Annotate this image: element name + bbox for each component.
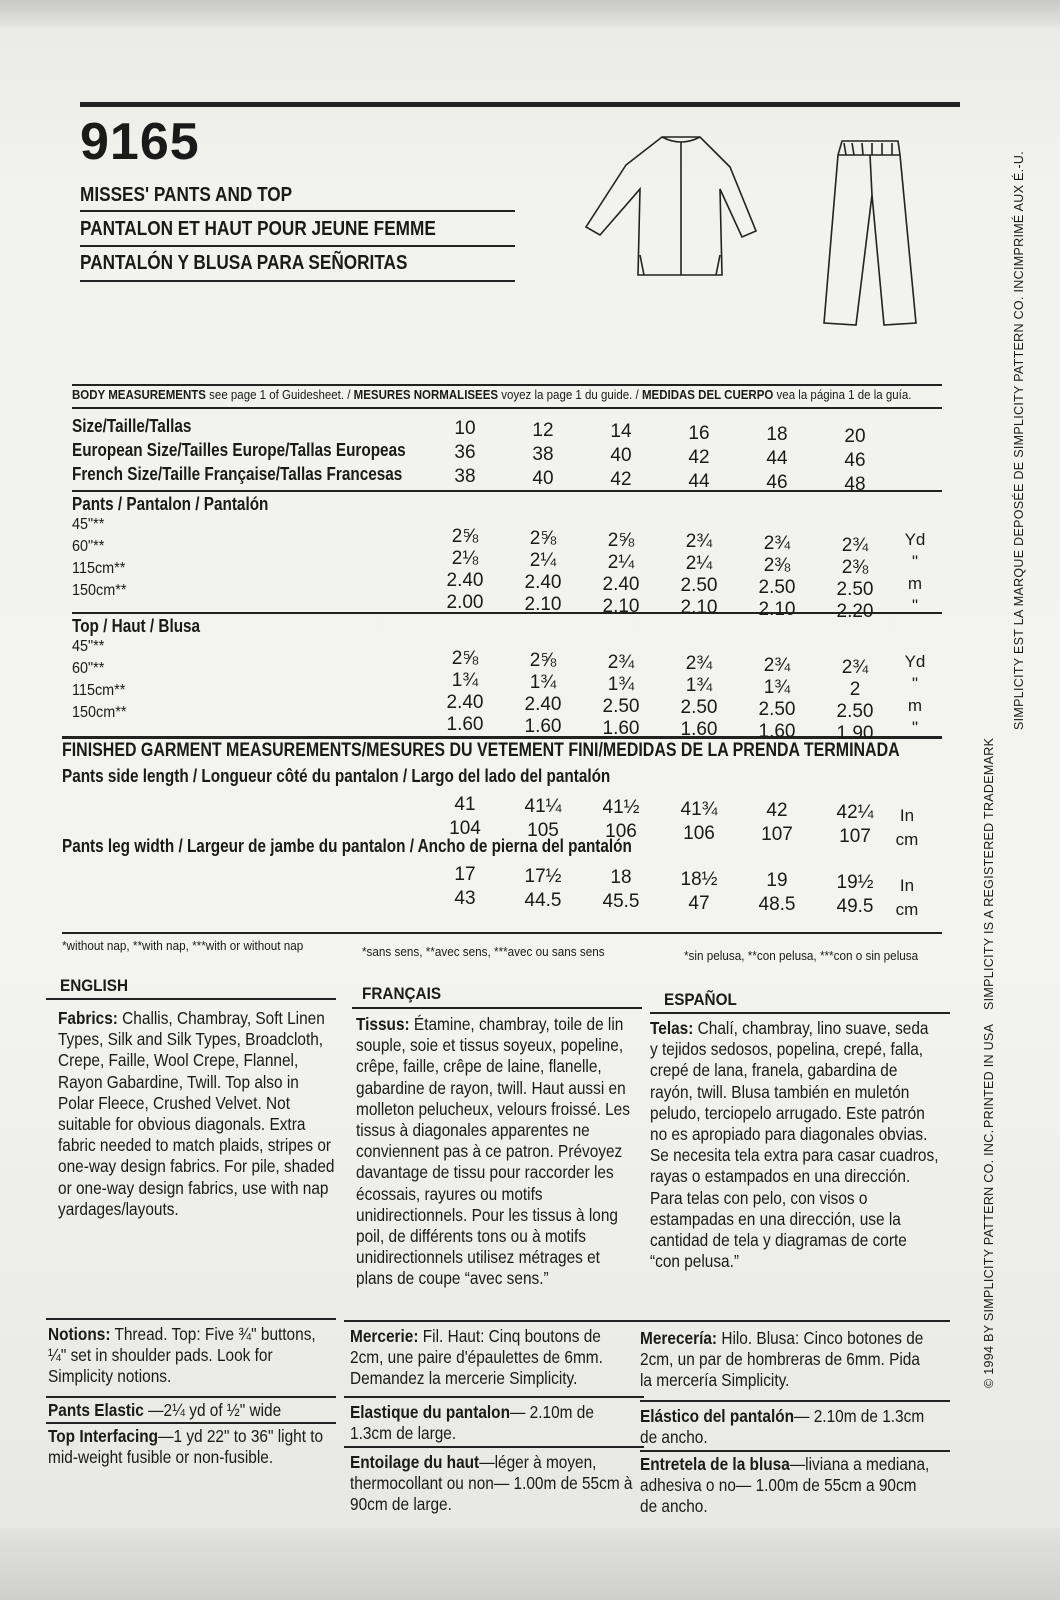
section-rule [640, 1400, 950, 1402]
sizes-size-cell: 16 [688, 422, 710, 444]
finished-measure-cell: 47 [688, 892, 710, 914]
pants-yardage-cell: 2.00 [446, 592, 484, 613]
pants-fabric-width-label: 150cm** [72, 582, 127, 599]
top-yardage-cell: 2.40 [446, 692, 484, 713]
european-size-cell: 38 [532, 443, 554, 465]
side-printed: PRINTED IN USA [982, 1023, 996, 1128]
top-yardage-cell: 1¾ [607, 673, 635, 695]
finished-measure-cell: 41½ [602, 797, 640, 818]
finished-measure-cell: 107 [761, 824, 793, 845]
pants-yardage-cell: 2⅜ [841, 557, 869, 578]
pants-yardage-cell: 2.50 [680, 575, 718, 597]
heading-francais: FRANÇAIS [362, 984, 442, 1003]
top-unit-cell: " [911, 674, 919, 693]
nap-note-spanish: *sin pelusa, **con pelusa, ***con o sin pelusa [684, 948, 919, 963]
pants-yardage-cell: 2.50 [758, 577, 796, 599]
finished-unit-cell: cm [895, 830, 919, 849]
finished-measure-cell: 48.5 [758, 894, 796, 915]
pants-yardage-cell: 2.10 [758, 599, 796, 621]
pants-fabric-width-label: 115cm** [72, 560, 126, 577]
top-yardage-cell: 1.90 [836, 723, 874, 744]
english-elastic-text: —2¼ yd of ½" wide [143, 1400, 282, 1420]
sizes-size-cell: 10 [454, 418, 476, 439]
finished-measure-cell: 17 [454, 864, 476, 885]
side-copyright: © 1994 BY SIMPLICITY PATTERN CO. INC. [982, 1129, 996, 1388]
finished-measure-cell: 41 [454, 794, 476, 815]
top-yardage-cell: 2¾ [763, 655, 791, 677]
heading-rule [46, 998, 336, 1000]
english-fabrics-text: Challis, Chambray, Soft Linen Types, Silk and Silk Types, Broadcloth, Crepe, Faille, Wool Crepe, Flannel, Rayon Gabardine, Twill. Top also in Polar Fleece, Crushed Velvet. Not suitable for obvious diagonals. Extra fabric needed to match plaids, stripes or one-way design fabrics. For pile, shaded or one-way design fabrics, use with nap yardages/layouts. [58, 1008, 335, 1219]
finished-unit-cell: In [899, 876, 915, 895]
top-fabric-width-label: 60"** [72, 660, 105, 677]
top-label: Top / Haut / Blusa [72, 616, 201, 636]
header-fr-bold: MESURES NORMALISEES [353, 388, 499, 402]
header-en-rest: see page 1 of Guidesheet. / [205, 388, 354, 402]
top-yardage-cell: 1¾ [763, 677, 791, 699]
section-rule [640, 1320, 950, 1322]
spanish-elastic-text: — 2.10m de 1.3cm de ancho. [640, 1406, 925, 1448]
finished-measure-cell: 41¼ [524, 795, 562, 817]
side-length-label: Pants side length / Longueur côté du pantalon / Largo del lado del pantalón [62, 766, 611, 786]
pants-sketch-icon [824, 141, 916, 325]
french-fabrics-text: Étamine, chambray, toile de lin souple, soie et tissus soyeux, popeline, crêpe, faille, crêpe de laine, flanelle, gabardine de rayon, twill. Haut aussi en molleton pelucheux, velours froissé. Les tissus à diagonales apparentes ne conviennent pas à ce patron. Prévoyez davantage de tissu pour raccorder les écossais, rayures ou motifs unidirectionnels. Pour les tissus à long poil, de différents tons ou à motifs unidirectionnels utilisez métrages et plans de coupe “avec sens.” [356, 1014, 630, 1289]
french-elastic [350, 1402, 637, 1444]
top-yardage-cell: 1.60 [680, 719, 718, 741]
header-en-bold: BODY MEASUREMENTS [72, 388, 206, 402]
finished-measure-cell: 43 [454, 888, 476, 909]
garment-sketches [580, 125, 940, 345]
french-size-cell: 38 [454, 466, 476, 487]
measurements-header-rule [72, 407, 942, 409]
pattern-number: 9165 [80, 113, 200, 171]
pants-yardage-cell: 2⅜ [763, 555, 791, 577]
heading-rule [352, 1007, 642, 1009]
pants-yardage-cell: 2⅝ [529, 527, 557, 549]
envelope-bottom-edge [0, 1528, 1060, 1600]
french-notions [350, 1326, 637, 1390]
measurements-top-rule [72, 384, 942, 386]
french-interfacing-label: Entoilage du haut [350, 1452, 480, 1472]
section-rule [46, 1318, 336, 1320]
title-underline [80, 280, 515, 282]
french-size-cell: 40 [532, 467, 554, 489]
top-fabric-width-label: 150cm** [72, 704, 127, 721]
top-yardage-cell: 2.40 [524, 693, 562, 715]
french-notions-text: Fil. Haut: Cinq boutons de 2cm, une paire d'épaulettes de 6mm. Demandez la mercerie Simplicity. [350, 1326, 603, 1389]
spanish-interfacing [640, 1454, 930, 1518]
top-rule [80, 102, 960, 107]
pants-yardage-cell: 2⅝ [607, 529, 635, 551]
pants-fabric-width-label: 45"** [72, 516, 105, 533]
pants-unit-cell: m [907, 574, 923, 593]
european-size-cell: 46 [844, 449, 866, 471]
top-yardage-cell: 1.60 [758, 721, 796, 743]
pants-yardage-cell: 2¼ [607, 551, 635, 573]
english-interfacing [48, 1426, 328, 1468]
title-spanish: PANTALÓN Y BLUSA PARA SEÑORITAS [80, 252, 408, 274]
title-underline [80, 245, 515, 247]
spanish-interfacing-text: —liviana a mediana, adhesiva o no— 1.00m de 55cm a 90cm de ancho. [640, 1454, 930, 1517]
finished-unit-cell: cm [895, 900, 919, 919]
english-interfacing-text: —1 yd 22" to 36" light to mid-weight fusible or non-fusible. [48, 1426, 324, 1468]
top-unit-cell: " [911, 718, 919, 737]
pants-yardage-cell: 2.40 [446, 570, 484, 591]
top-fabric-width-label: 45"** [72, 638, 105, 655]
finished-measure-cell: 41¾ [680, 798, 718, 820]
pants-yardage-cell: 2.10 [602, 595, 640, 617]
top-yardage-cell: 1¾ [451, 670, 479, 691]
sizes-size-cell: 14 [610, 421, 632, 442]
spanish-fabrics [650, 1018, 940, 1272]
finished-measure-cell: 17½ [524, 865, 562, 887]
size-label: Size/Taille/Tallas [72, 416, 192, 436]
finished-measure-cell: 104 [449, 818, 481, 839]
finished-measure-cell: 42¼ [836, 801, 874, 823]
spanish-fabrics-label: Telas: [650, 1018, 694, 1038]
top-yardage-cell: 2¾ [607, 651, 635, 673]
header-fr-rest: voyez la page 1 du guide. / [498, 388, 642, 402]
pants-unit-cell: Yd [904, 530, 926, 549]
finished-measure-cell: 106 [605, 821, 637, 842]
finished-measure-cell: 107 [839, 825, 871, 847]
pants-yardage-cell: 2¾ [685, 531, 713, 553]
finished-measure-cell: 19½ [836, 871, 874, 893]
top-yardage-cell: 1.60 [446, 714, 484, 735]
section-rule [640, 1450, 950, 1452]
top-yardage-cell: 2¾ [841, 657, 869, 678]
top-sketch-icon [586, 137, 756, 275]
european-size-cell: 36 [454, 442, 476, 463]
pants-yardage-cell: 2¼ [529, 549, 557, 571]
pants-yardage-cell: 2.10 [680, 597, 718, 619]
french-size-cell: 48 [844, 473, 866, 495]
pants-fabric-width-label: 60"** [72, 538, 105, 555]
sizes-size-cell: 20 [844, 425, 866, 447]
spanish-elastic [640, 1406, 930, 1448]
english-fabrics [58, 1008, 338, 1220]
spanish-notions-label: Merecería: [640, 1328, 718, 1348]
spanish-elastic-label: Elástico del pantalón [640, 1406, 795, 1426]
finished-measure-cell: 44.5 [524, 889, 562, 911]
top-yardage-cell: 2 [849, 679, 861, 700]
spanish-interfacing-label: Entretela de la blusa [640, 1454, 790, 1474]
section-rule [46, 1422, 336, 1424]
leg-width-label: Pants leg width / Largeur de jambe du pantalon / Ancho de pierna del pantalón [62, 836, 632, 856]
spanish-notions [640, 1328, 930, 1392]
body-measurements-header [72, 388, 911, 402]
english-interfacing-label: Top Interfacing [48, 1426, 159, 1446]
section-rule [46, 1396, 336, 1398]
spanish-fabrics-text: Chalí, chambray, lino suave, seda y tejidos sedosos, popelina, crepé, falla, crepé de lana, franela, gabardina de rayón, twill. Blusa también en muletón peludo, terciopelo arrugado. Este patrón no es apropiado para diagonales obvias. Se necesita tela extra para casar cuadros, rayas o estampados en una dirección. Para telas con pelo, con visos o estampadas en una dirección, use la cantidad de tela y diagramas de corte “con pelusa.” [650, 1018, 939, 1272]
top-yardage-cell: 2.50 [680, 697, 718, 719]
pants-yardage-cell: 2.40 [602, 573, 640, 595]
french-fabrics-label: Tissus: [356, 1014, 410, 1034]
header-es-bold: MEDIDAS DEL CUERPO [641, 388, 774, 402]
finished-measure-cell: 19 [766, 870, 788, 891]
pants-yardage-cell: 2.40 [524, 571, 562, 593]
pants-unit-cell: " [911, 596, 919, 615]
european-size-cell: 40 [610, 445, 632, 466]
top-yardage-cell: 2⅝ [529, 649, 557, 671]
pants-yardage-cell: 2¾ [841, 535, 869, 556]
top-yardage-cell: 1¾ [685, 675, 713, 697]
pants-label: Pants / Pantalon / Pantalón [72, 494, 269, 514]
top-yardage-cell: 1.60 [524, 715, 562, 737]
sizes-size-cell: 12 [532, 419, 554, 441]
french-elastic-label: Elastique du pantalon [350, 1402, 511, 1422]
english-notions-label: Notions: [48, 1324, 111, 1344]
finished-rule [62, 932, 942, 934]
pants-yardage-cell: 2¾ [763, 533, 791, 555]
french-size-cell: 46 [766, 472, 788, 493]
european-size-label: European Size/Tailles Europe/Tallas Europeas [72, 440, 406, 460]
pants-yardage-cell: 2⅛ [451, 548, 479, 569]
top-yardage-cell: 2¾ [685, 653, 713, 675]
french-size-cell: 44 [688, 470, 710, 492]
english-fabrics-label: Fabrics: [58, 1008, 118, 1028]
french-fabrics [356, 1014, 638, 1290]
pants-yardage-cell: 2.50 [836, 579, 874, 600]
heading-rule [650, 1012, 950, 1014]
english-notions [48, 1324, 328, 1388]
finished-measurements-title: FINISHED GARMENT MEASUREMENTS/MESURES DU VETEMENT FINI/MEDIDAS DE LA PRENDA TERMINADA [62, 740, 900, 761]
spanish-notions-text: Hilo. Blusa: Cinco botones de 2cm, un par de hombreras de 6mm. Pida la mercería Simplicity. [640, 1328, 924, 1391]
top-unit-cell: Yd [904, 652, 926, 671]
top-yardage-cell: 1.60 [602, 717, 640, 739]
finished-measure-cell: 42 [766, 800, 788, 821]
side-imprime: IMPRIMÉ AUX É.-U. [1012, 150, 1026, 270]
pants-yardage-cell: 2.20 [836, 601, 874, 622]
pants-yardage-cell: 2⅝ [451, 526, 479, 547]
title-underline [80, 210, 515, 212]
finished-measure-cell: 49.5 [836, 895, 874, 917]
french-interfacing [350, 1452, 637, 1516]
heading-espanol: ESPAÑOL [664, 990, 737, 1009]
section-rule [344, 1396, 644, 1398]
european-size-cell: 42 [688, 446, 710, 468]
top-yardage-cell: 2.50 [836, 701, 874, 722]
heading-english: ENGLISH [60, 976, 129, 995]
side-trademark-french: SIMPLICITY EST LA MARQUE DEPOSÉE DE SIMPLICITY PATTERN CO. INC. [1012, 266, 1026, 730]
pants-unit-cell: " [911, 552, 919, 571]
top-yardage-cell: 2⅝ [451, 648, 479, 669]
sizes-size-cell: 18 [766, 424, 788, 445]
side-trademark: SIMPLICITY IS A REGISTERED TRADEMARK [982, 737, 996, 1010]
finished-unit-cell: In [899, 806, 915, 825]
title-french: PANTALON ET HAUT POUR JEUNE FEMME [80, 218, 436, 240]
french-elastic-text: — 2.10m de 1.3cm de large. [350, 1402, 594, 1444]
pants-yardage-cell: 2¼ [685, 553, 713, 575]
french-size-label: French Size/Taille Française/Tallas Francesas [72, 464, 403, 484]
english-elastic-label: Pants Elastic [48, 1400, 144, 1420]
top-yardage-cell: 2.50 [602, 695, 640, 717]
top-fabric-width-label: 115cm** [72, 682, 126, 699]
title-english: MISSES' PANTS AND TOP [80, 184, 293, 206]
finished-measure-cell: 105 [527, 819, 559, 841]
finished-measure-cell: 45.5 [602, 891, 640, 912]
top-unit-cell: m [907, 696, 923, 715]
finished-measure-cell: 18½ [680, 868, 718, 890]
section-rule [344, 1446, 644, 1448]
envelope-top-edge [0, 0, 1060, 28]
european-size-cell: 44 [766, 448, 788, 469]
top-yardage-cell: 2.50 [758, 699, 796, 721]
finished-measure-cell: 18 [610, 867, 632, 888]
header-es-rest: vea la página 1 de la guía. [773, 388, 912, 402]
pants-yardage-cell: 2.10 [524, 593, 562, 615]
finished-measure-cell: 106 [683, 822, 715, 844]
top-yardage-cell: 1¾ [529, 671, 557, 693]
french-size-cell: 42 [610, 469, 632, 490]
english-notions-text: Thread. Top: Five ¾" buttons, ¼" set in shoulder pads. Look for Simplicity notions. [48, 1324, 316, 1387]
nap-note-french: *sans sens, **avec sens, ***avec ou sans sens [362, 944, 605, 959]
nap-note-english: *without nap, **with nap, ***with or without nap [62, 938, 304, 953]
french-interfacing-text: —léger à moyen, thermocollant ou non— 1.00m de 55cm à 90cm de large. [350, 1452, 633, 1515]
section-rule [344, 1320, 644, 1322]
french-notions-label: Mercerie: [350, 1326, 419, 1346]
english-elastic [48, 1400, 328, 1421]
